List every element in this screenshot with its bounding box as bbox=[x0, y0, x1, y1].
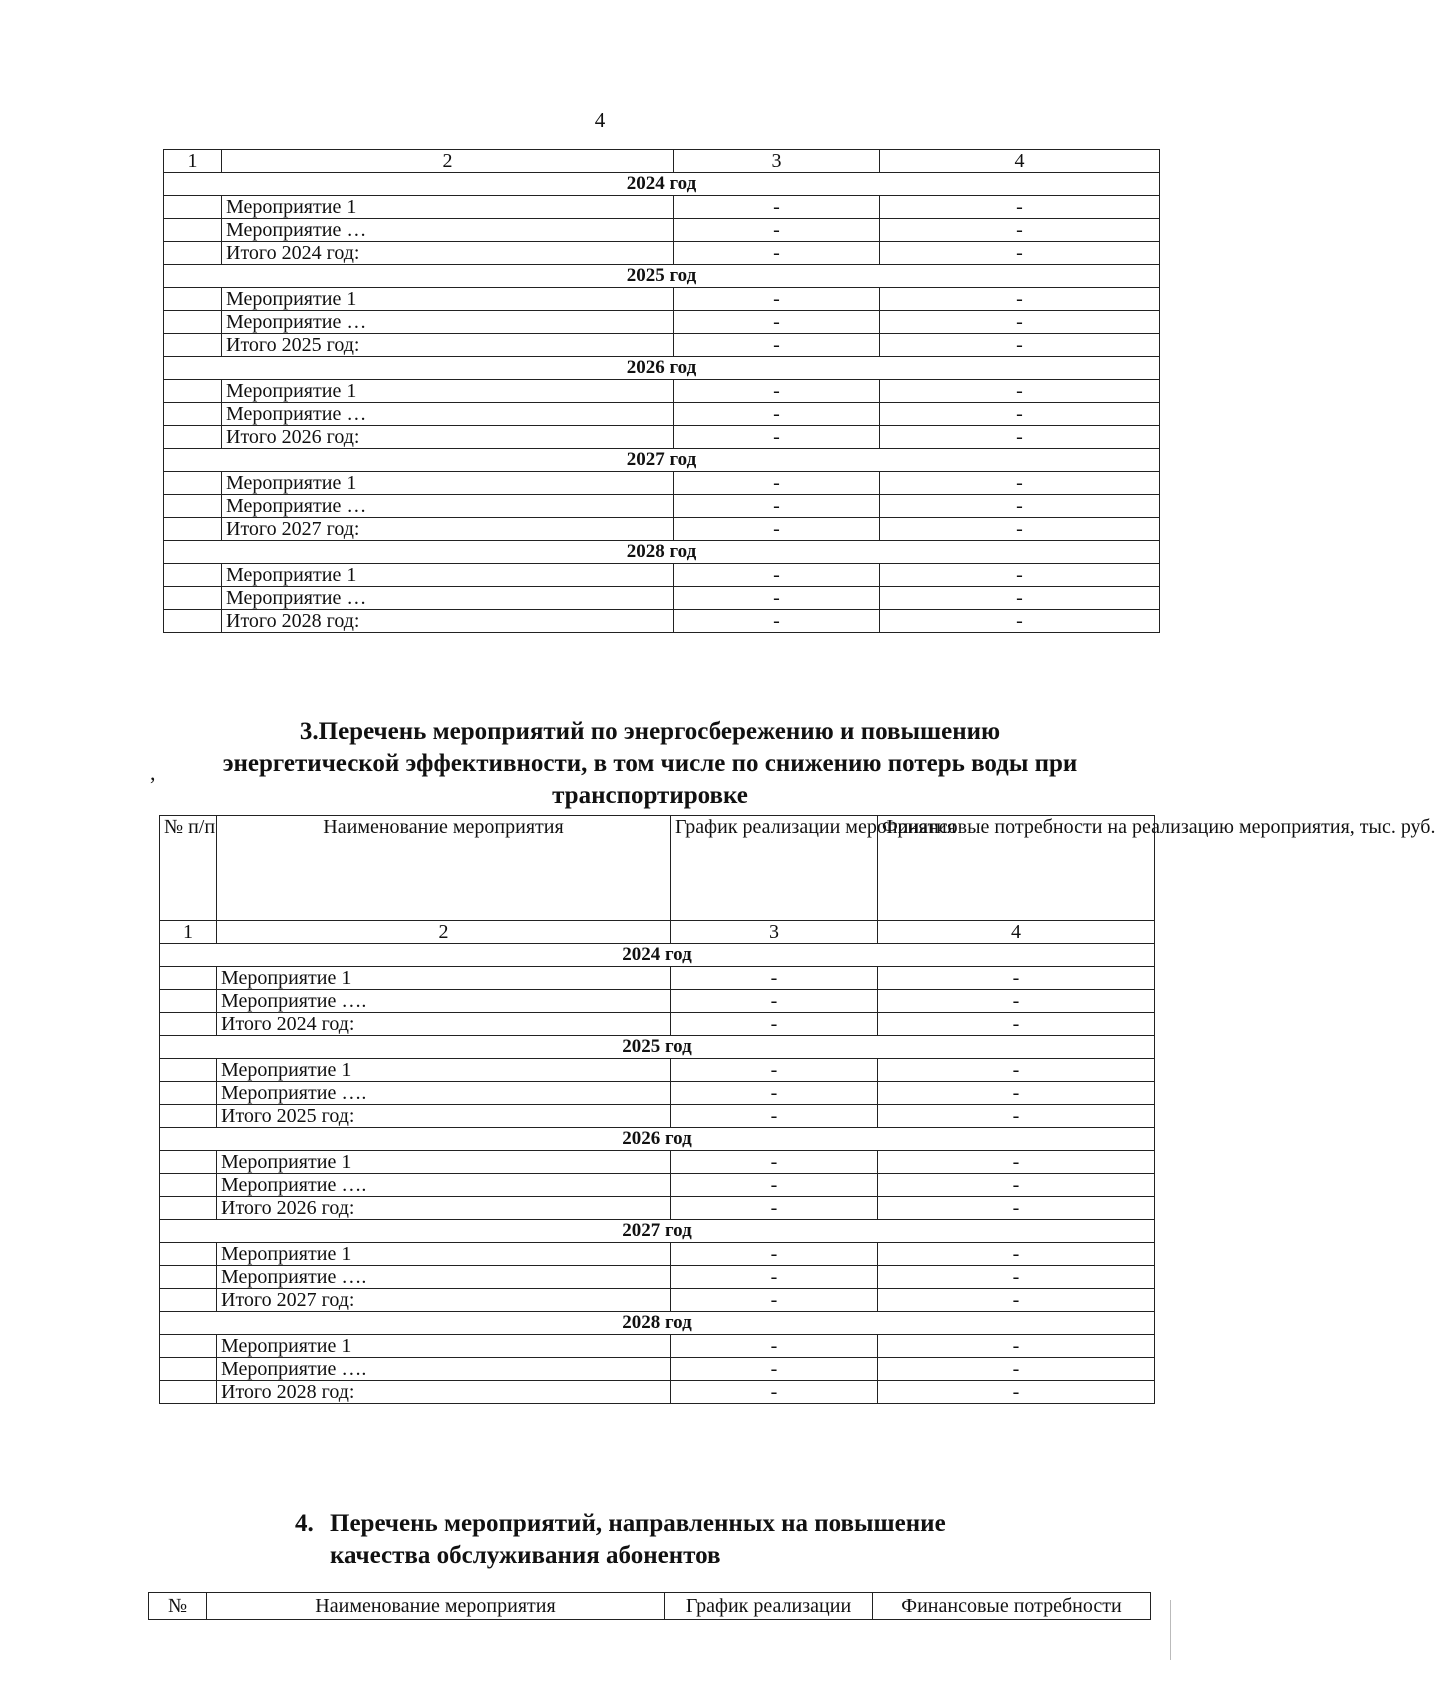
measure-name: Итого 2025 год: bbox=[217, 1105, 671, 1128]
year-row bbox=[164, 173, 1160, 196]
section-4-title bbox=[295, 1508, 314, 1540]
row-number bbox=[160, 1105, 217, 1128]
row-number bbox=[160, 1059, 217, 1082]
schedule-cell: - bbox=[674, 495, 880, 518]
schedule-cell: - bbox=[674, 564, 880, 587]
table-row bbox=[160, 1013, 1155, 1036]
measure-name: Итого 2027 год: bbox=[217, 1289, 671, 1312]
section-4-number: 4. bbox=[295, 1510, 314, 1537]
measure-name: Мероприятие …. bbox=[217, 1174, 671, 1197]
schedule-cell: - bbox=[671, 1174, 878, 1197]
finance-cell: - bbox=[880, 426, 1160, 449]
measure-name: Итого 2024 год: bbox=[222, 242, 674, 265]
finance-cell: - bbox=[880, 518, 1160, 541]
row-number bbox=[164, 426, 222, 449]
header-schedule: График реализации мероприятия bbox=[671, 816, 878, 921]
column-number: 3 bbox=[671, 921, 878, 944]
header-name: Наименование мероприятия bbox=[207, 1593, 665, 1620]
row-number bbox=[164, 564, 222, 587]
schedule-cell: - bbox=[671, 990, 878, 1013]
schedule-cell: - bbox=[671, 1197, 878, 1220]
row-number bbox=[164, 495, 222, 518]
finance-cell: - bbox=[880, 610, 1160, 633]
schedule-cell: - bbox=[674, 380, 880, 403]
measure-name: Мероприятие … bbox=[222, 311, 674, 334]
finance-cell: - bbox=[880, 472, 1160, 495]
column-number: 1 bbox=[160, 921, 217, 944]
row-number bbox=[160, 1358, 217, 1381]
year-heading: 2026 год bbox=[160, 1128, 1155, 1151]
table-row bbox=[164, 426, 1160, 449]
table-row bbox=[164, 288, 1160, 311]
measure-name: Мероприятие 1 bbox=[222, 380, 674, 403]
table-row bbox=[160, 1243, 1155, 1266]
section-4-title-line1: Перечень мероприятий, направленных на повышение bbox=[330, 1510, 946, 1537]
header-finance: Финансовые потребности bbox=[873, 1593, 1151, 1620]
table-row bbox=[160, 1266, 1155, 1289]
measure-name: Итого 2025 год: bbox=[222, 334, 674, 357]
header-num: № п/п bbox=[160, 816, 217, 921]
table-row bbox=[164, 564, 1160, 587]
finance-cell: - bbox=[880, 380, 1160, 403]
section-3-title bbox=[150, 716, 1150, 812]
column-number: 4 bbox=[878, 921, 1155, 944]
year-row bbox=[160, 1036, 1155, 1059]
row-number bbox=[160, 1289, 217, 1312]
measure-name: Мероприятие 1 bbox=[222, 472, 674, 495]
table-row bbox=[160, 990, 1155, 1013]
year-heading: 2027 год bbox=[164, 449, 1160, 472]
measure-name: Мероприятие … bbox=[222, 219, 674, 242]
table-row bbox=[164, 403, 1160, 426]
year-row bbox=[164, 357, 1160, 380]
row-number bbox=[160, 1174, 217, 1197]
finance-cell: - bbox=[878, 1151, 1155, 1174]
table-continuation bbox=[163, 149, 1160, 633]
year-heading: 2026 год bbox=[164, 357, 1160, 380]
finance-cell: - bbox=[878, 1105, 1155, 1128]
schedule-cell: - bbox=[671, 967, 878, 990]
row-number bbox=[164, 242, 222, 265]
finance-cell: - bbox=[878, 1082, 1155, 1105]
finance-cell: - bbox=[878, 1243, 1155, 1266]
finance-cell: - bbox=[878, 1266, 1155, 1289]
finance-cell: - bbox=[878, 990, 1155, 1013]
table-row bbox=[164, 219, 1160, 242]
finance-cell: - bbox=[878, 1358, 1155, 1381]
table-header-row bbox=[160, 816, 1155, 921]
schedule-cell: - bbox=[674, 518, 880, 541]
measure-name: Мероприятие …. bbox=[217, 1358, 671, 1381]
measure-name: Итого 2026 год: bbox=[222, 426, 674, 449]
column-number-row bbox=[164, 150, 1160, 173]
schedule-cell: - bbox=[674, 219, 880, 242]
year-row bbox=[164, 265, 1160, 288]
measure-name: Итого 2026 год: bbox=[217, 1197, 671, 1220]
row-number bbox=[164, 587, 222, 610]
year-heading: 2027 год bbox=[160, 1220, 1155, 1243]
year-row bbox=[160, 1312, 1155, 1335]
finance-cell: - bbox=[878, 1174, 1155, 1197]
row-number bbox=[164, 219, 222, 242]
column-number-row bbox=[160, 921, 1155, 944]
table-row bbox=[160, 967, 1155, 990]
year-heading: 2025 год bbox=[160, 1036, 1155, 1059]
schedule-cell: - bbox=[671, 1335, 878, 1358]
section-4-title-line2: качества обслуживания абонентов bbox=[330, 1542, 721, 1569]
finance-cell: - bbox=[880, 311, 1160, 334]
measure-name: Мероприятие …. bbox=[217, 1082, 671, 1105]
schedule-cell: - bbox=[671, 1082, 878, 1105]
year-heading: 2024 год bbox=[160, 944, 1155, 967]
row-number bbox=[164, 518, 222, 541]
stray-mark: , bbox=[150, 760, 156, 785]
row-number bbox=[160, 1266, 217, 1289]
table-row bbox=[160, 1289, 1155, 1312]
finance-cell: - bbox=[878, 1335, 1155, 1358]
measure-name: Итого 2027 год: bbox=[222, 518, 674, 541]
row-number bbox=[164, 380, 222, 403]
row-number bbox=[164, 610, 222, 633]
measure-name: Мероприятие … bbox=[222, 495, 674, 518]
measure-name: Мероприятие 1 bbox=[217, 1151, 671, 1174]
schedule-cell: - bbox=[674, 587, 880, 610]
finance-cell: - bbox=[878, 1197, 1155, 1220]
measure-name: Мероприятие 1 bbox=[222, 288, 674, 311]
finance-cell: - bbox=[880, 403, 1160, 426]
finance-cell: - bbox=[880, 242, 1160, 265]
table-row bbox=[160, 1197, 1155, 1220]
table-energy-saving bbox=[159, 815, 1435, 1404]
table-row bbox=[160, 1335, 1155, 1358]
row-number bbox=[160, 967, 217, 990]
column-number: 1 bbox=[164, 150, 222, 173]
column-number: 3 bbox=[674, 150, 880, 173]
measure-name: Итого 2028 год: bbox=[217, 1381, 671, 1404]
measure-name: Мероприятие 1 bbox=[217, 1335, 671, 1358]
schedule-cell: - bbox=[671, 1013, 878, 1036]
table-row bbox=[160, 1059, 1155, 1082]
row-number bbox=[160, 1013, 217, 1036]
row-number bbox=[164, 334, 222, 357]
finance-cell: - bbox=[880, 564, 1160, 587]
column-number: 2 bbox=[217, 921, 671, 944]
measure-name: Мероприятие … bbox=[222, 403, 674, 426]
table-row bbox=[164, 472, 1160, 495]
measure-name: Итого 2028 год: bbox=[222, 610, 674, 633]
row-number bbox=[160, 1243, 217, 1266]
header-finance: Финансовые потребности на реализацию мероприятия, тыс. руб. bbox=[878, 816, 1155, 921]
table-row bbox=[160, 1174, 1155, 1197]
schedule-cell: - bbox=[674, 334, 880, 357]
finance-cell: - bbox=[878, 1013, 1155, 1036]
row-number bbox=[160, 1381, 217, 1404]
column-number: 4 bbox=[880, 150, 1160, 173]
schedule-cell: - bbox=[674, 242, 880, 265]
schedule-cell: - bbox=[671, 1059, 878, 1082]
table-row bbox=[160, 1358, 1155, 1381]
row-number bbox=[164, 403, 222, 426]
table-service-quality bbox=[148, 1592, 1151, 1620]
header-num: № bbox=[149, 1593, 207, 1620]
table-header-row bbox=[149, 1593, 1151, 1620]
row-number bbox=[160, 1151, 217, 1174]
finance-cell: - bbox=[878, 1059, 1155, 1082]
schedule-cell: - bbox=[674, 403, 880, 426]
table-row bbox=[160, 1381, 1155, 1404]
section-4-title-text bbox=[330, 1508, 946, 1572]
section-3-title-line2: энергетической эффективности, в том числе по снижению потерь воды при bbox=[222, 750, 1078, 777]
measure-name: Мероприятие 1 bbox=[217, 967, 671, 990]
year-heading: 2028 год bbox=[164, 541, 1160, 564]
measure-name: Мероприятие 1 bbox=[217, 1243, 671, 1266]
column-number: 2 bbox=[222, 150, 674, 173]
finance-cell: - bbox=[878, 1381, 1155, 1404]
year-row bbox=[160, 1128, 1155, 1151]
table-row bbox=[160, 1082, 1155, 1105]
year-heading: 2024 год bbox=[164, 173, 1160, 196]
finance-cell: - bbox=[880, 196, 1160, 219]
row-number bbox=[164, 472, 222, 495]
row-number bbox=[160, 1197, 217, 1220]
schedule-cell: - bbox=[674, 426, 880, 449]
year-row bbox=[164, 541, 1160, 564]
section-3-title-line3: транспортировке bbox=[552, 782, 748, 809]
schedule-cell: - bbox=[674, 610, 880, 633]
finance-cell: - bbox=[880, 288, 1160, 311]
section-3-title-line1: 3.Перечень мероприятий по энергосбережению и повышению bbox=[299, 718, 1001, 745]
year-row bbox=[164, 449, 1160, 472]
table-row bbox=[164, 334, 1160, 357]
schedule-cell: - bbox=[671, 1243, 878, 1266]
table-row bbox=[164, 587, 1160, 610]
finance-cell: - bbox=[880, 219, 1160, 242]
page-number: 4 bbox=[594, 108, 606, 132]
table-row bbox=[160, 1105, 1155, 1128]
year-heading: 2025 год bbox=[164, 265, 1160, 288]
measure-name: Мероприятие … bbox=[222, 587, 674, 610]
table-row bbox=[164, 380, 1160, 403]
header-name: Наименование мероприятия bbox=[217, 816, 671, 921]
year-row bbox=[160, 944, 1155, 967]
schedule-cell: - bbox=[671, 1381, 878, 1404]
row-number bbox=[160, 1335, 217, 1358]
table-row bbox=[164, 242, 1160, 265]
row-number bbox=[160, 1082, 217, 1105]
year-row bbox=[160, 1220, 1155, 1243]
schedule-cell: - bbox=[674, 472, 880, 495]
row-number bbox=[164, 311, 222, 334]
row-number bbox=[164, 288, 222, 311]
measure-name: Мероприятие 1 bbox=[222, 196, 674, 219]
scan-margin-line bbox=[1170, 1600, 1171, 1660]
measure-name: Мероприятие 1 bbox=[222, 564, 674, 587]
finance-cell: - bbox=[880, 334, 1160, 357]
measure-name: Итого 2024 год: bbox=[217, 1013, 671, 1036]
table-row bbox=[160, 1151, 1155, 1174]
measure-name: Мероприятие 1 bbox=[217, 1059, 671, 1082]
finance-cell: - bbox=[878, 1289, 1155, 1312]
row-number bbox=[160, 990, 217, 1013]
schedule-cell: - bbox=[671, 1358, 878, 1381]
finance-cell: - bbox=[878, 967, 1155, 990]
schedule-cell: - bbox=[671, 1105, 878, 1128]
table-row bbox=[164, 196, 1160, 219]
schedule-cell: - bbox=[671, 1289, 878, 1312]
schedule-cell: - bbox=[674, 196, 880, 219]
table-row bbox=[164, 311, 1160, 334]
header-schedule: График реализации bbox=[665, 1593, 873, 1620]
year-heading: 2028 год bbox=[160, 1312, 1155, 1335]
table-row bbox=[164, 518, 1160, 541]
schedule-cell: - bbox=[671, 1151, 878, 1174]
schedule-cell: - bbox=[674, 288, 880, 311]
schedule-cell: - bbox=[674, 311, 880, 334]
schedule-cell: - bbox=[671, 1266, 878, 1289]
finance-cell: - bbox=[880, 587, 1160, 610]
finance-cell: - bbox=[880, 495, 1160, 518]
row-number bbox=[164, 196, 222, 219]
table-row bbox=[164, 495, 1160, 518]
measure-name: Мероприятие …. bbox=[217, 1266, 671, 1289]
measure-name: Мероприятие …. bbox=[217, 990, 671, 1013]
table-row bbox=[164, 610, 1160, 633]
